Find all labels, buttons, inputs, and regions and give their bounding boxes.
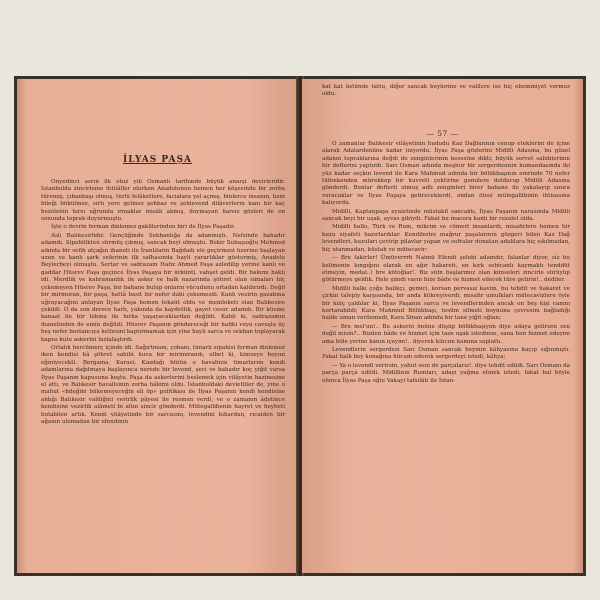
paragraph: Onyedinci asrın ilk otuz yılı Osmanlı tarihinde büyük anarşi devirleridir. İstanbulda zincirleme ihtilâller olurken Anadolunun hemen her köşesinde bir zorba türemiş, çıbanbaşı olmuş, türlü felâketlere, facialara yol açmış, binlerce insanın, hem bileği bükülmez, sırtı yere gelmez şehbaz ve şehlevend dilâverlerin kanı bir kaç hezelenin hırsı uğrunda ırmaklar misâli akmış, doymayan harsız gözleri de en sonunda toprak doyurmuştu. <box>41 179 285 223</box>
right-page <box>302 79 583 573</box>
left-page-text <box>41 179 285 426</box>
paragraph: Levendlerin sergerdesi Sarı Osman sancak beyinin kâhyasına kaçıp sığınmıştı. Fakat halk bey konağına hücum ederek sergerdeyi istedi, kâhya; <box>322 346 570 361</box>
right-page-top-text <box>322 84 570 99</box>
paragraph: — Bre fakirler! Ümüverrrh Naimü Efendi şelebi adamdır, falanlar diyor, siz bu kelimenin kıngığını olarak en ağır hakareti, en kırk sebicanlı kaymaktı tenddüt etmeyin, medal..) bre kötoğlar!. Biz süin başlarımız olan kimseleri zincirle sürüyüp götürmeye geldik. Hele şimdi varın bize bâde ve hizmet edecek türe getirin!.. dediler. <box>322 255 570 284</box>
chapter-title: İLYAS PAŞA <box>122 155 192 165</box>
paragraph: Midilli, Kaptanpaşa eyaletinde müstakil sancaktı, İlyas Paşanın narasında Midilli sancak beyi bir uşak, ayvas gibiydi. Fakat bu macera kanlı bir rezalet oldu. <box>322 208 570 223</box>
page-number: — 57 — <box>426 129 459 138</box>
paragraph: Midilli halkı, Türk ve Rum, mikrim ve cömert insanlardı, misafirlere hemen bir kuzu ziyafeti hazırlardılar. Kendilerini mağrur paşalarının gözgeri bilen Kaz Dağ levendleri, kuzuları çevirip pilavlar yapan ve sofralar donatan adalılara hiç sıkılmadan, hiç utanmadan, küstah ve mütecavir: <box>322 224 570 253</box>
paragraph: Ortalık hercümerç içinde idi. Sağırtmanı, çobanı, timarlı sipahisi ferman dinlemez iken kendisi kâ şöhret sahibi kuva bir mirimirandı, elbet ki, kimseye boyun eğmiyecekti. Bergama, Karasi, Kazdağı bütün o havalinin timarlarını kendi adamlarına dağıtmaya başlayınca nerede bir levend, şeci ve bahadır koç yiğit varsa İlyas Paşanın kapusuna koştu. Paşa da askerlerini beslemek için vilâyetin hazinesine el attı, ve Balıkesir havalisinin zorba hâkimi oldu. İstanbuldaki devletliler de, yine o mahut «bileğini bükemeyeceğin eli öp» politikası ile İlyas Paşanın kendi kendisine aldığı Balıkesir valiliğini verirlik pâyesi ile resmen verdi, ve o zamanın âdetince kendisine vezirlik alâmeti bi altın sincir gönderdi. Mütegallibenin hayret ve heybeti bulabilen artık. Kendi vilâyetinde bir sarcasını, levendini kıbardan, rıcalden bir ağanın ulemadan bir efendinin <box>41 344 285 425</box>
paragraph: Aslı Balıkesirlidir. Gençliğinde Sekbanlığa da adanmıştı. Nefsinde bahadır adamdı. Sipahilikten sürmüş çıkmış, sancak beyi olmuştu. Bekir Subaşıoğlu Mehmed adında bir sefih alçağın ihaneti ile İranlılarin Bağdadı ele geçirmesi üzerine başlayan uzun ve kanlı şark seferinin ilk safhasında hayli yararlıklar göstermiş, Anadolu Beylerbeyi olmuştu. Sertar ve sadrazam Hafız Ahmed Paşa azledilip yerine kanlı ve gaddar Hüsrev Paşa geçince İlyas Paşaya bir ürkünti, vahşet geldi. Bir hakımı haklı idi. Merdlik ve kahramanlık ile asker ve halk nazarında şöhret olan simaları hiç çekemeyen Hüsrev Paşa, bir bahane bulup onların vücudunu ortadan kaldırırdı. Değil bir mirimiran, bir paşa, hattâ basit bir nefer dahi çekemezdi. Kanlı vezirin gazabına uğrayacağını anlayan İlyas Paşa hemen tekaüt oldu ve memleketi olan Balıkesire çekildi. O da son derece harlı, yakında da kaydettik, gayet cesur adamdı. Bir küsme kanaat ile bir lokma ile hırka yaşayacaklardan değildi. Kahb ki, sadrazamın ihanetinden de emin değildi. Hüsrev Paşanın göndereceği bir hafiki veya cavuşla üç beş nefer bostancıya kellesini kaptırmamak için yine hayli sarca ve sekban toplayarak kapısı kulu askerini fazlalaştırdı. <box>41 232 286 343</box>
paragraph: kat kat üstünde tattu, diğer sancak beylerine ve valilere ise hiç ehemmiyet vermez oldu. <box>322 84 570 98</box>
paragraph: O zamanlar Balıkesir vilâyetinin hududu Kaz Dağlarının cenup eteklerini de içine alarak Adalardeniine kadar iniyordu. İlyas Paşa gözlerini Midilli Adasına, bu güzel adanın topraklarına değdi de zenginlerinin kesesine dikti; büyük servet sahiblerinin bir defterini yaptırdı. Sarı Osman adında meşhur bir sergerdesinin kumandasında iki yüz kadar seçkin levend ile Kara Mahmud adında bir bölükbaşının emrinde 70 nefer tüfenkenden mürekkep bir kuvveti çektirine gemilere doldurup Midilli Adasına gönderdi. Bunlar defterli olmuş adlı zenginleri birer bahane ile yakalayıp sınıra vuracaklar ve İlyas Paşaya getireceklerdi, ondan ötesi mülegallibinin ihtisasına kalıyordu. <box>322 141 570 207</box>
paragraph: İşte o devrin ferman dinlemez gaklilerinden biri de İlyas Paşadır. <box>51 224 235 231</box>
paragraph: — Ya o levendi verirsin, yahut seni de parçalarız!. diye tehdit edildi. Sarı Osmanı da parça parça edildi. Midillinin Rumları, adayı yağma etmek istedi, fakat hal böyle olunca İlyas Paşa oğlu Vakayi tafsilâtı ile İstan- <box>322 362 570 384</box>
right-page-text <box>322 141 570 385</box>
book-spread <box>14 76 586 576</box>
page-edge-shadow <box>573 79 583 573</box>
page-edge-shadow <box>17 79 27 573</box>
left-page <box>17 79 298 573</box>
paragraph: Midilli halkı çoğu balıkçı, gemici, korsan pervasız kavim, bu tehdit ve hakaret ve çirkin taleply karşısında, bir anda kükreyiverdi, misafir umulkları mütecavizlere öyle bir kılıç çaldılar ki, İlyas Paşanın sarca ve levendlerinden ancak on beş kişi canını kurtarabildi; Kara Mahmud Bölükbaşı, teslim silmeti boynuna çevresini bağladığı halde uman verilemedi, Kara Sinan adında bir tane yiğit oğlan; <box>322 285 570 322</box>
paragraph: — Bre mel'un!.. Bu askerin önüne düşüp bölükbaşıyım diye adaya gelirsen sen değil misin?.. Bizden bâde ve hizmet için taze uşak istedinse, sana ben hizmet edeyim ama böle yerine kanın içeyim!.. diyerek kılıcını kamına saplattı. <box>322 323 570 345</box>
